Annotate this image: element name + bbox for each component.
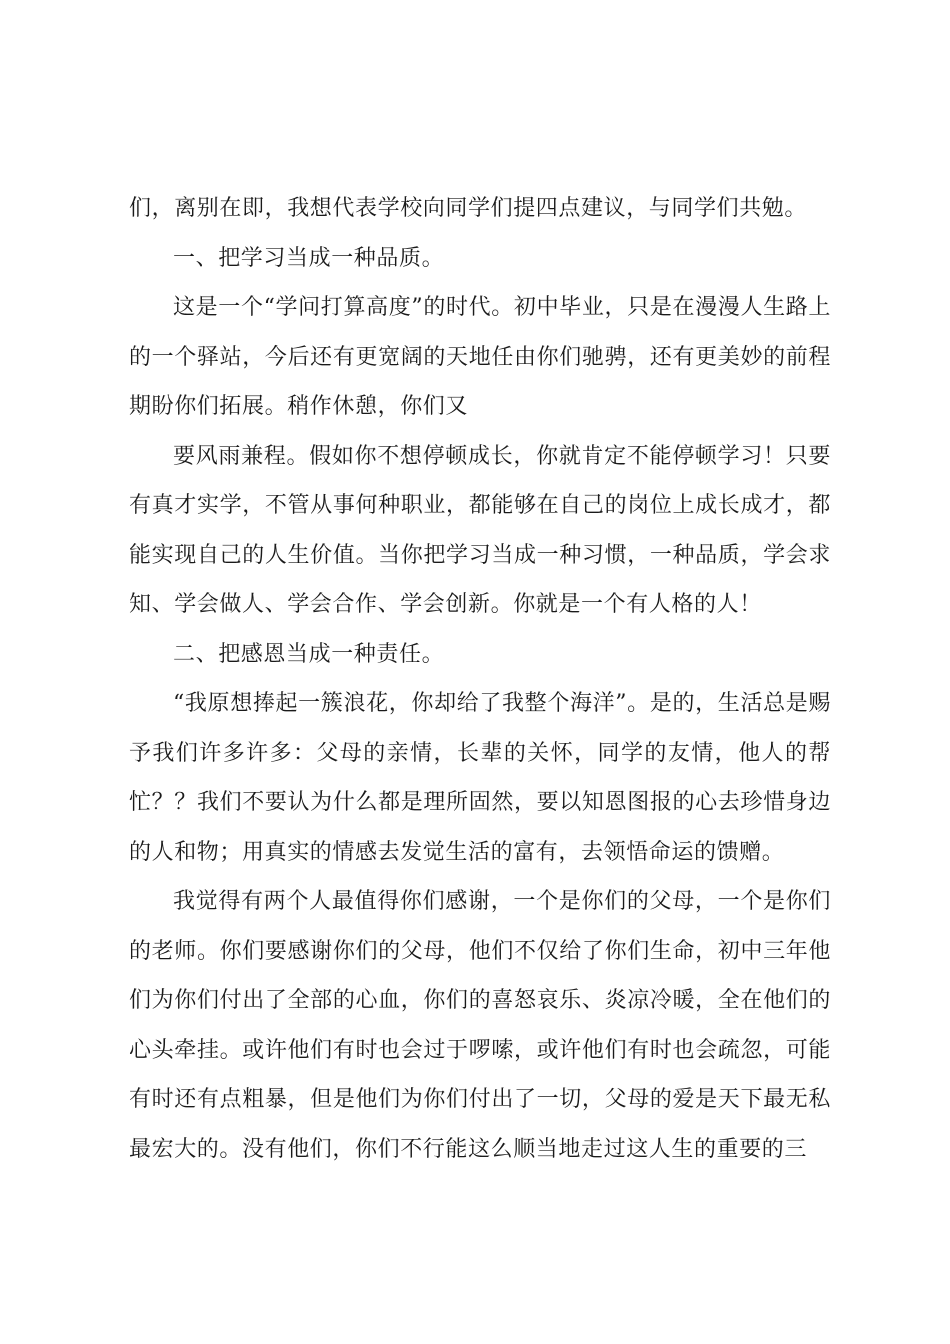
paragraph-continuation: 们，离别在即，我想代表学校向同学们提四点建议，与同学们共勉。 bbox=[129, 196, 808, 221]
document-body bbox=[129, 184, 831, 1174]
paragraph: 这是一个“学问打算高度”的时代。初中毕业，只是在漫漫人生路上的一个驿站，今后还有更宽阔的天地任由你们驰骋，还有更美妙的前程期盼你们拓展。稍作休憩，你们又 bbox=[129, 295, 831, 419]
paragraph: 要风雨兼程。假如你不想停顿成长，你就肯定不能停顿学习！只要有真才实学，不管从事何种职业，都能够在自己的岗位上成长成才，都能实现自己的人生价值。当你把学习当成一种习惯，一种品质，学会求知、学会做人、学会合作、学会创新。你就是一个有人格的人！ bbox=[129, 443, 831, 617]
paragraph: 我觉得有两个人最值得你们感谢，一个是你们的父母，一个是你们的老师。你们要感谢你们的父母，他们不仅给了你们生命，初中三年他们为你们付出了全部的心血，你们的喜怒哀乐、炎凉冷暖，全在他们的心头牵挂。或许他们有时也会过于啰嗦，或许他们有时也会疏忽，可能有时还有点粗暴，但是他们为你们付出了一切，父母的爱是天下最无私最宏大的。没有他们，你们不行能这么顺当地走过这人生的重要的三 bbox=[129, 889, 831, 1162]
section-heading-1: 一、把学习当成一种品质。 bbox=[173, 245, 445, 271]
section-heading-2: 二、把感恩当成一种责任。 bbox=[173, 641, 445, 667]
paragraph: “我原想捧起一簇浪花，你却给了我整个海洋”。是的，生活总是赐予我们许多许多：父母的亲情，长辈的关怀，同学的友情，他人的帮忙？？我们不要认为什么都是理所固然，要以知恩图报的心去珍惜身边的人和物；用真实的情感去发觉生活的富有，去领悟命运的馈赠。 bbox=[129, 691, 831, 865]
